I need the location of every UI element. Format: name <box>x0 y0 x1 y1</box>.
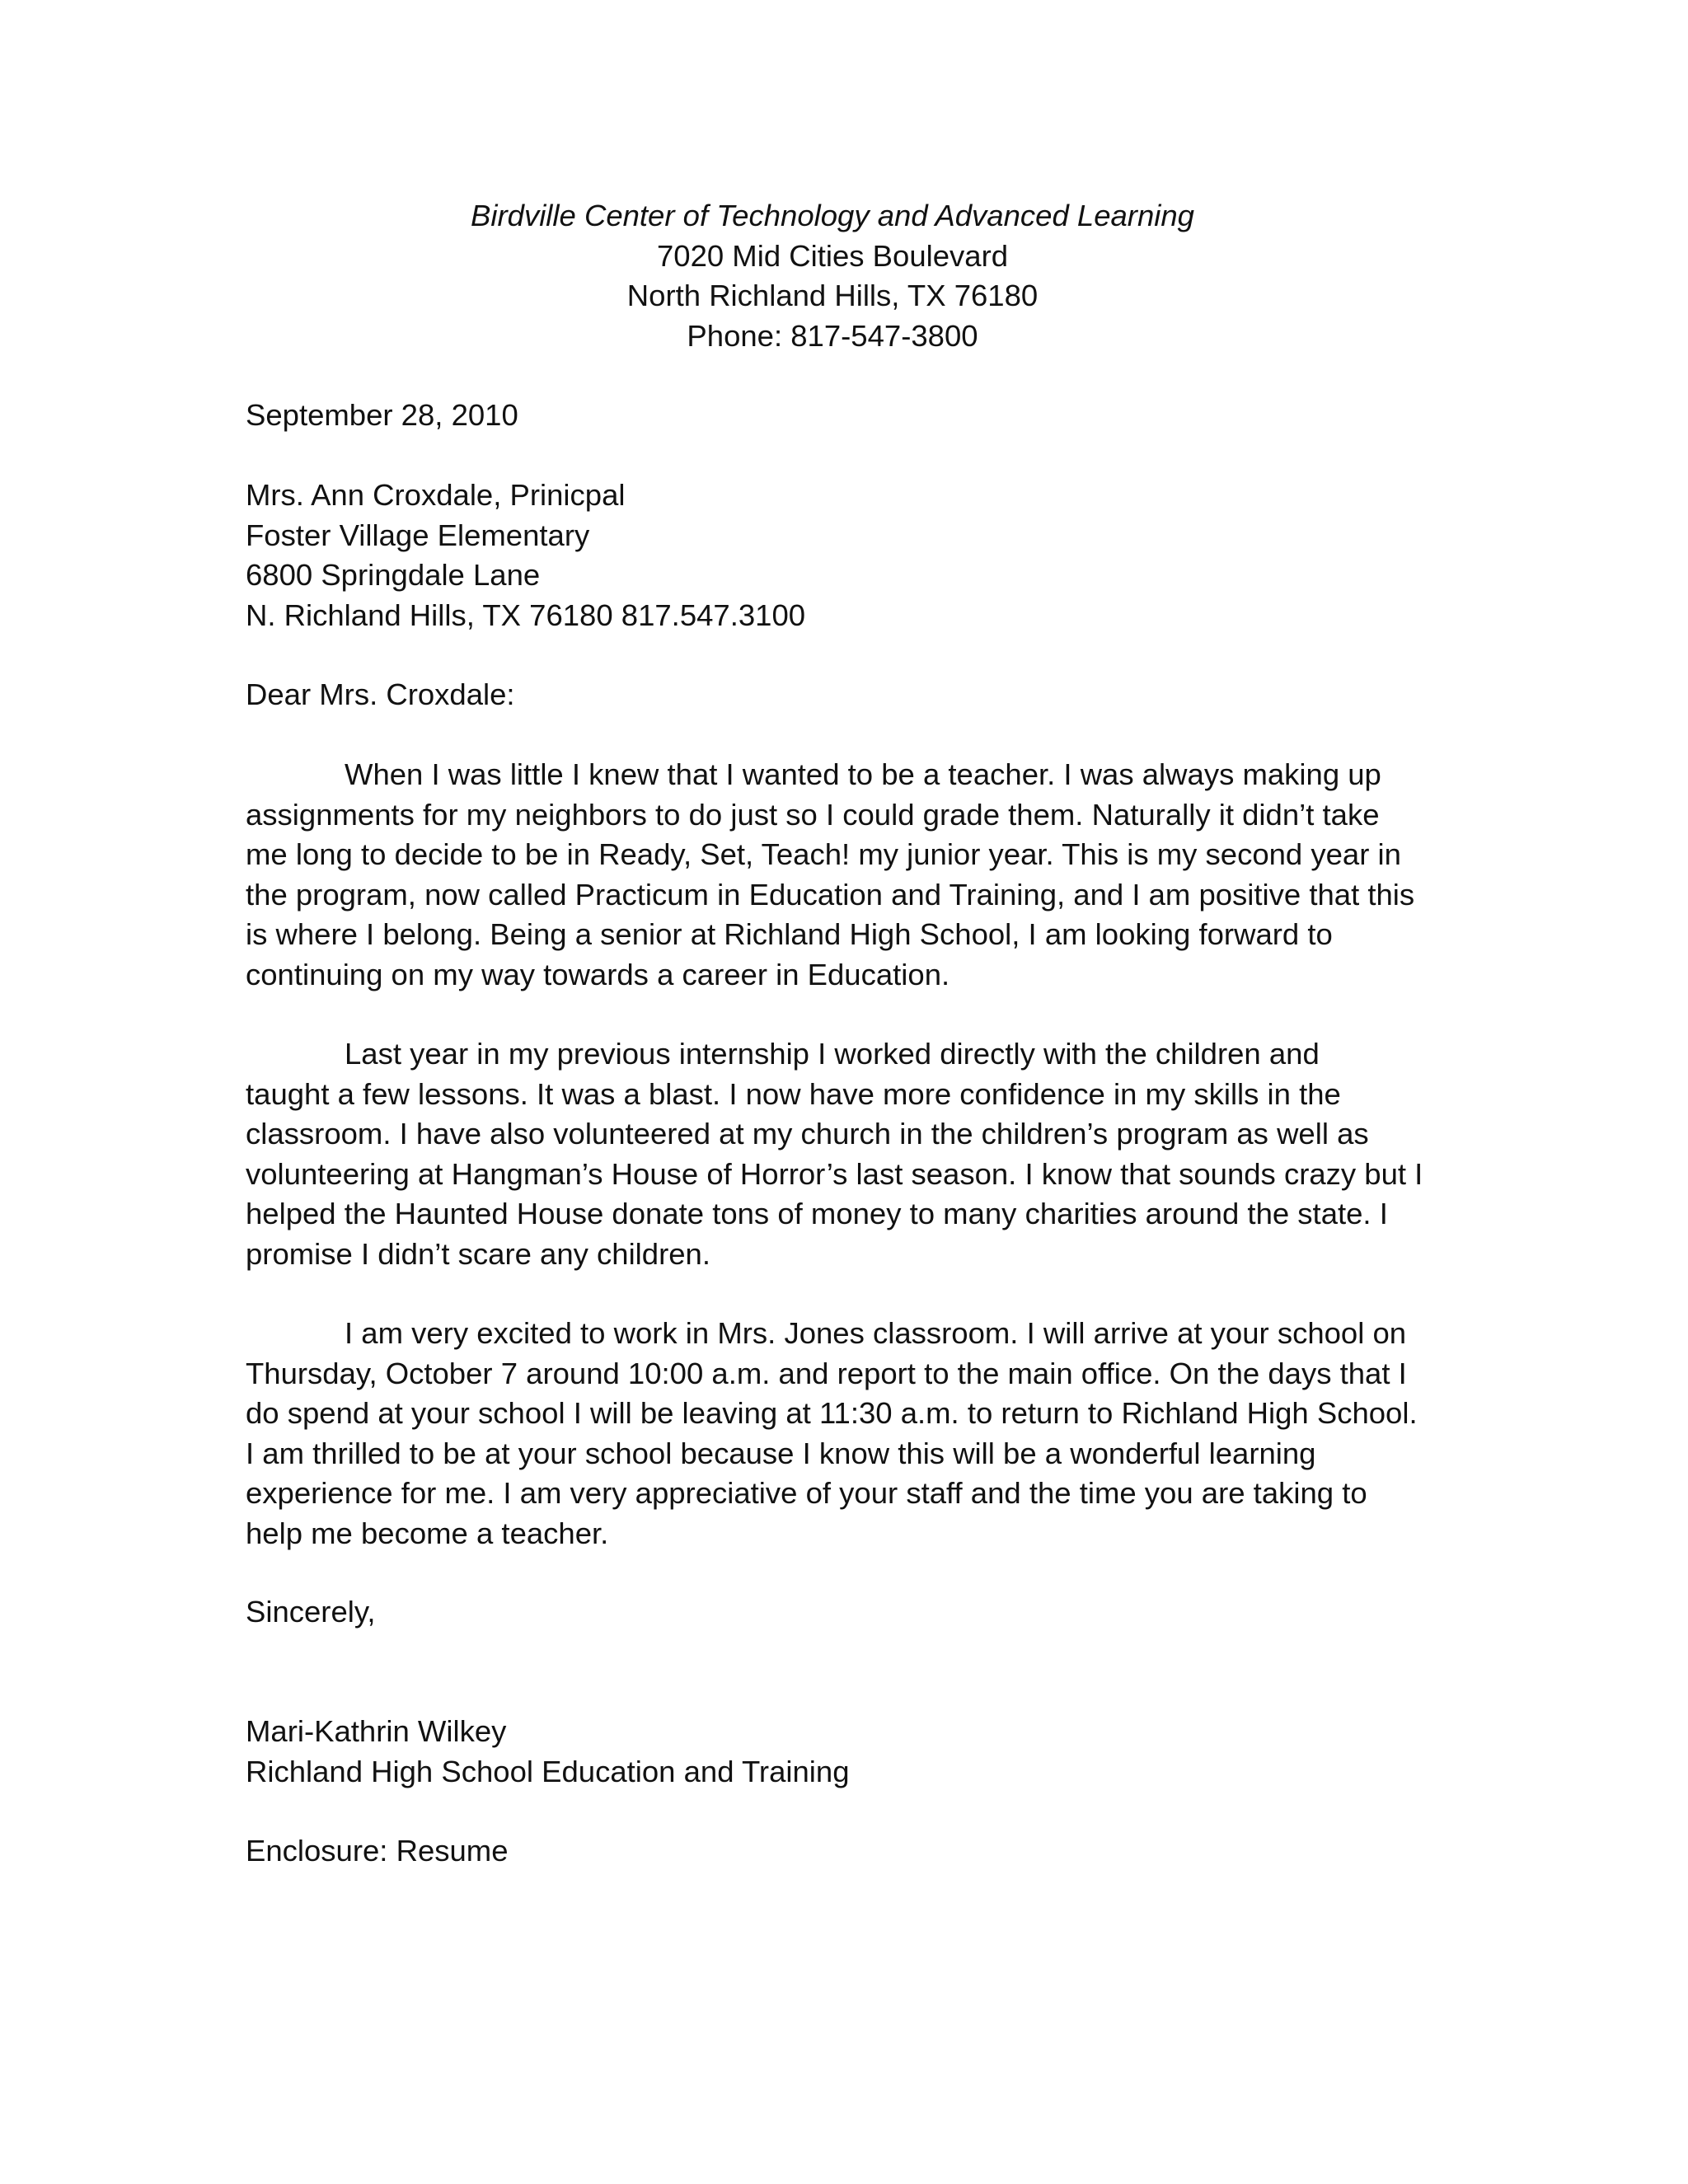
paragraph-line: Thursday, October 7 around 10:00 a.m. and report to the main office. On the days that I <box>246 1356 1407 1390</box>
paragraph-line: I am very excited to work in Mrs. Jones classroom. I will arrive at your school on <box>345 1316 1407 1350</box>
paragraph-line: Last year in my previous internship I worked directly with the children and <box>345 1037 1320 1071</box>
paragraph-line: help me become a teacher. <box>246 1516 609 1550</box>
closing: Sincerely, <box>246 1595 376 1629</box>
paragraph-line: the program, now called Practicum in Education and Training, and I am positive that this <box>246 877 1415 912</box>
body-paragraph-1 <box>246 755 1432 995</box>
signer-title: Richland High School Education and Training <box>246 1754 850 1788</box>
salutation: Dear Mrs. Croxdale: <box>246 677 515 711</box>
letterhead-institution: Birdville Center of Technology and Advanced Learning <box>471 199 1194 232</box>
paragraph-line: promise I didn’t scare any children. <box>246 1236 710 1271</box>
paragraph-line: continuing on my way towards a career in Education. <box>246 957 950 991</box>
recipient-name: Mrs. Ann Croxdale, Prinicpal <box>246 478 626 512</box>
paragraph-line: classroom. I have also volunteered at my church in the children’s program as well as <box>246 1117 1369 1151</box>
enclosure-note: Enclosure: Resume <box>246 1834 509 1868</box>
paragraph-line: me long to decide to be in Ready, Set, Teach! my junior year. This is my second year in <box>246 837 1401 871</box>
paragraph-line: is where I belong. Being a senior at Richland High School, I am looking forward to <box>246 917 1333 951</box>
letter-date: September 28, 2010 <box>246 398 518 432</box>
letterhead-phone: Phone: 817-547-3800 <box>687 318 978 353</box>
recipient-address <box>246 476 1432 635</box>
signer-name: Mari-Kathrin Wilkey <box>246 1714 507 1748</box>
paragraph-line: When I was little I knew that I wanted to be a teacher. I was always making up <box>345 757 1381 791</box>
recipient-street: 6800 Springdale Lane <box>246 558 541 592</box>
recipient-city-phone: N. Richland Hills, TX 76180 817.547.3100 <box>246 598 806 632</box>
paragraph-line: volunteering at Hangman’s House of Horror’s last season. I know that sounds crazy but I <box>246 1156 1423 1191</box>
paragraph-line: assignments for my neighbors to do just so I could grade them. Naturally it didn’t take <box>246 797 1380 832</box>
body-paragraph-2 <box>246 1034 1432 1274</box>
letterhead-street: 7020 Mid Cities Boulevard <box>656 238 1009 273</box>
paragraph-line: helped the Haunted House donate tons of money to many charities around the state. I <box>246 1197 1388 1230</box>
paragraph-line: I am thrilled to be at your school because I know this will be a wonderful learning <box>246 1436 1316 1470</box>
letterhead <box>0 196 1665 356</box>
letterhead-city: North Richland Hills, TX 76180 <box>626 279 1039 312</box>
signature-block <box>246 1712 1432 1792</box>
body-paragraph-3 <box>246 1314 1432 1554</box>
paragraph-line: taught a few lessons. It was a blast. I now have more confidence in my skills in the <box>246 1076 1341 1111</box>
paragraph-line: experience for me. I am very appreciative of your staff and the time you are taking to <box>246 1476 1367 1510</box>
paragraph-line: do spend at your school I will be leaving at 11:30 a.m. to return to Richland High School. <box>246 1396 1418 1430</box>
recipient-school: Foster Village Elementary <box>246 518 590 552</box>
